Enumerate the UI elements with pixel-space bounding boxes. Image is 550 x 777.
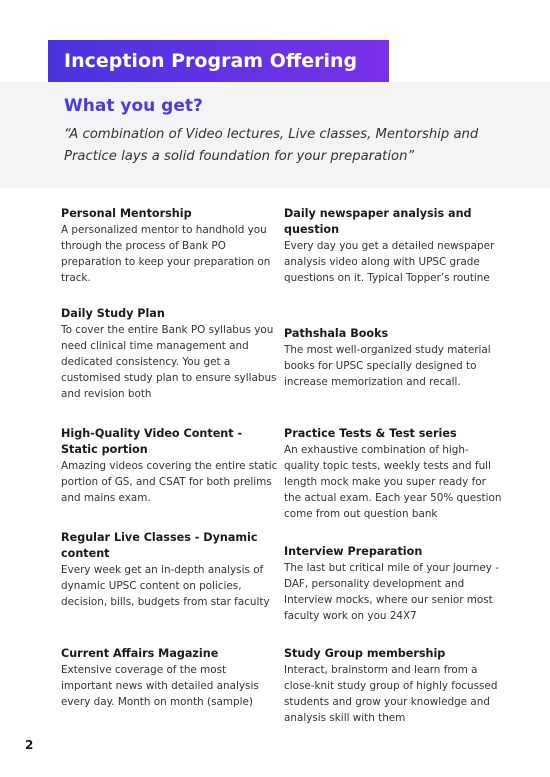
offering-description: Amazing videos covering the entire static portion of GS, and CSAT for both prelims and mains exam. xyxy=(61,460,278,504)
offering-item xyxy=(284,646,502,726)
offering-item xyxy=(61,206,279,286)
offering-title: Regular Live Classes - Dynamic content xyxy=(61,531,258,560)
offering-description: Extensive coverage of the most important news with detailed analysis every day. Month on month (sample) xyxy=(61,664,259,708)
offering-description: To cover the entire Bank PO syllabus you need clinical time management and dedicated consistency. You get a customised study plan to ensure syllabus and revision both xyxy=(61,324,277,400)
offering-description: Interact, brainstorm and learn from a close-knit study group of highly focussed students and grow your knowledge and analysis skill with them xyxy=(284,664,498,724)
offering-description: Every week get an in-depth analysis of dynamic UPSC content on policies, decision, bills, budgets from star faculty xyxy=(61,564,270,608)
offering-title: Pathshala Books xyxy=(284,327,389,340)
offering-item xyxy=(61,530,279,610)
offering-title: Daily newspaper analysis and question xyxy=(284,207,472,236)
offering-item xyxy=(284,326,502,390)
offering-title: Daily Study Plan xyxy=(61,307,165,320)
offering-title: Study Group membership xyxy=(284,647,446,660)
offering-item xyxy=(284,426,502,522)
offering-item xyxy=(284,206,502,286)
offering-description: The most well-organized study material books for UPSC specially designed to increase memorization and recall. xyxy=(284,344,491,388)
subheading: What you get? xyxy=(64,96,203,116)
page-number: 2 xyxy=(25,738,34,752)
intro-quote: “A combination of Video lectures, Live classes, Mentorship and Practice lays a solid foundation for your preparation” xyxy=(64,127,479,164)
offering-title: High-Quality Video Content - Static portion xyxy=(61,427,243,456)
section-banner: Inception Program Offering xyxy=(48,40,389,82)
offering-item xyxy=(284,544,502,624)
offering-item xyxy=(61,306,279,402)
offering-description: An exhaustive combination of high-quality topic tests, weekly tests and full length mock make you super ready for the actual exam. Each year 50% question come from out question bank xyxy=(284,444,502,520)
offering-title: Current Affairs Magazine xyxy=(61,647,219,660)
offering-description: Every day you get a detailed newspaper analysis video along with UPSC grade questions on it. Typical Topper’s routine xyxy=(284,240,495,284)
offering-description: The last but critical mile of your journey - DAF, personality development and Interview mocks, where our senior most faculty work on you 24X7 xyxy=(284,562,500,622)
offering-title: Practice Tests & Test series xyxy=(284,427,457,440)
offering-title: Interview Preparation xyxy=(284,545,423,558)
offering-title: Personal Mentorship xyxy=(61,207,192,220)
offering-description: A personalized mentor to handhold you through the process of Bank PO preparation to keep your preparation on track. xyxy=(61,224,271,284)
offering-item xyxy=(61,426,279,506)
offering-item xyxy=(61,646,279,710)
